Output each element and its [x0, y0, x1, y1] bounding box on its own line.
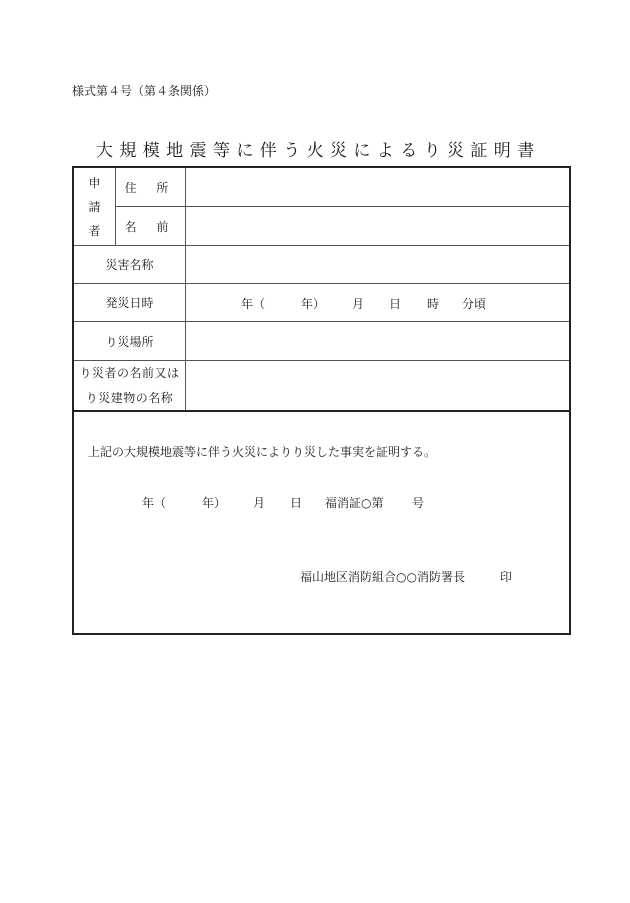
applicant-char: 請 — [88, 199, 101, 214]
cert-era-year-unit: 年） — [202, 496, 227, 510]
disaster-name-label: 災害名称 — [105, 258, 154, 272]
applicant-char: 者 — [88, 223, 101, 238]
certificate-form — [72, 166, 571, 635]
name-label: 名 前 — [124, 219, 177, 234]
seal-mark: 印 — [500, 570, 513, 584]
address-field[interactable] — [186, 168, 569, 206]
victim-label — [74, 361, 185, 410]
disaster-location-field[interactable] — [186, 322, 569, 360]
address-label: 住 所 — [124, 180, 177, 195]
form-number: 様式第４号（第４条関係） — [72, 84, 217, 98]
victim-label-line2: り災建物の名称 — [85, 390, 174, 405]
disaster-name-field[interactable] — [186, 246, 569, 283]
cert-number-suffix: 号 — [412, 496, 425, 510]
month-unit: 月 — [352, 297, 365, 311]
minute-unit: 分頃 — [462, 297, 487, 311]
victim-label-line1: り災者の名前又は — [79, 365, 180, 380]
cert-day-unit: 日 — [290, 496, 303, 510]
disaster-datetime-label: 発災日時 — [105, 296, 154, 310]
issuer-title: 福山地区消防組合○○消防署長 — [300, 570, 465, 584]
cert-year-unit: 年（ — [142, 496, 167, 510]
era-year-unit: 年） — [301, 297, 326, 311]
certification-statement: 上記の大規模地震等に伴う火災によりり災した事実を証明する。 — [88, 445, 437, 459]
name-field[interactable] — [186, 207, 569, 245]
applicant-group-label — [74, 168, 115, 245]
disaster-location-label: り災場所 — [105, 334, 154, 349]
victim-field[interactable] — [186, 361, 569, 410]
document-title: 大規模地震等に伴う火災によるり災証明書 — [96, 141, 541, 161]
applicant-char: 申 — [88, 175, 101, 190]
hour-unit: 時 — [427, 297, 440, 311]
disaster-datetime-field[interactable] — [186, 295, 569, 311]
day-unit: 日 — [389, 297, 402, 311]
cert-month-unit: 月 — [253, 496, 266, 510]
cert-number-prefix: 福消証○第 — [325, 496, 384, 510]
info-table — [74, 168, 569, 412]
certificate-date-number[interactable] — [74, 494, 569, 510]
year-unit: 年（ — [241, 297, 266, 311]
